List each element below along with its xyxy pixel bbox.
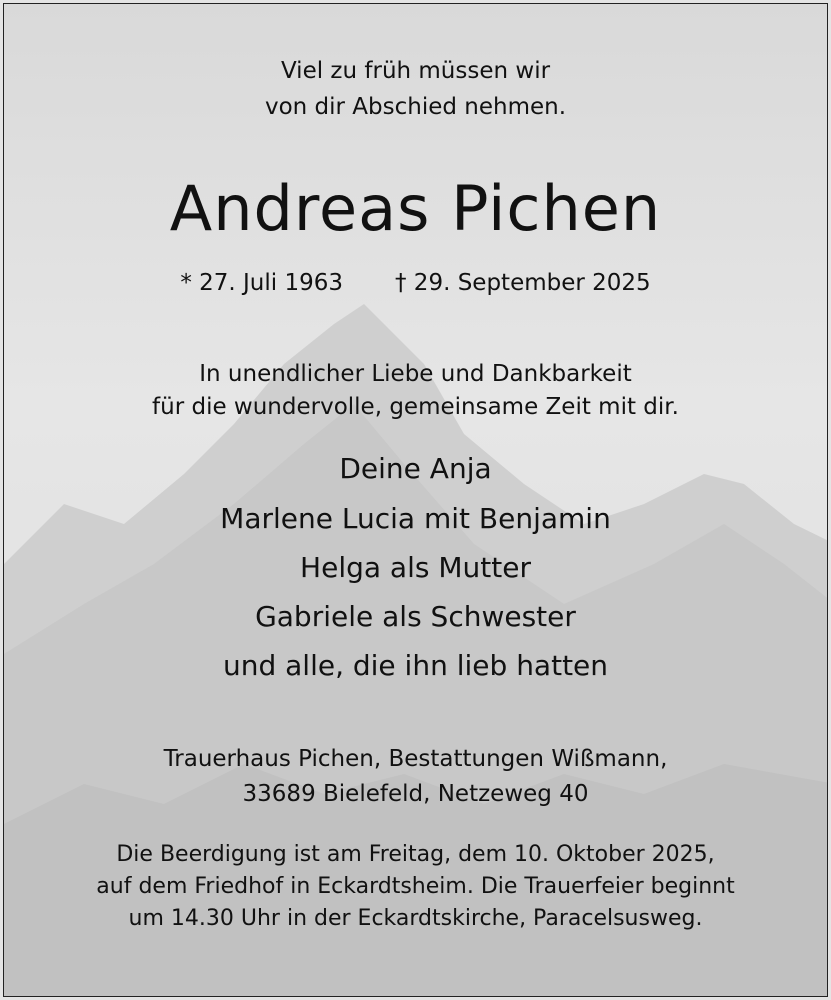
- deceased-name: Andreas Pichen: [169, 172, 662, 245]
- family-member: und alle, die ihn lieb hatten: [222, 649, 609, 682]
- death-date: † 29. September 2025: [395, 270, 651, 296]
- address-line: Trauerhaus Pichen, Bestattungen Wißmann,: [163, 746, 668, 772]
- family-member: Helga als Mutter: [300, 551, 531, 584]
- life-dates: [0, 270, 831, 296]
- dedication-line: In unendlicher Liebe und Dankbarkeit: [199, 361, 632, 387]
- intro-line: von dir Abschied nehmen.: [264, 94, 567, 120]
- intro-line: Viel zu früh müssen wir: [280, 58, 551, 84]
- dedication-line: für die wundervolle, gemeinsame Zeit mit dir.: [152, 394, 679, 420]
- family-member: Marlene Lucia mit Benjamin: [220, 502, 611, 535]
- family-member: Gabriele als Schwester: [255, 600, 576, 633]
- address-line: 33689 Bielefeld, Netzeweg 40: [242, 781, 589, 807]
- funeral-info-line: um 14.30 Uhr in der Eckardtskirche, Paracelsusweg.: [128, 906, 703, 931]
- funeral-info-line: auf dem Friedhof in Eckardtsheim. Die Trauerfeier beginnt: [96, 874, 735, 899]
- funeral-info-line: Die Beerdigung ist am Freitag, dem 10. Oktober 2025,: [116, 842, 715, 867]
- birth-date: * 27. Juli 1963: [180, 270, 343, 296]
- family-member: Deine Anja: [339, 452, 492, 485]
